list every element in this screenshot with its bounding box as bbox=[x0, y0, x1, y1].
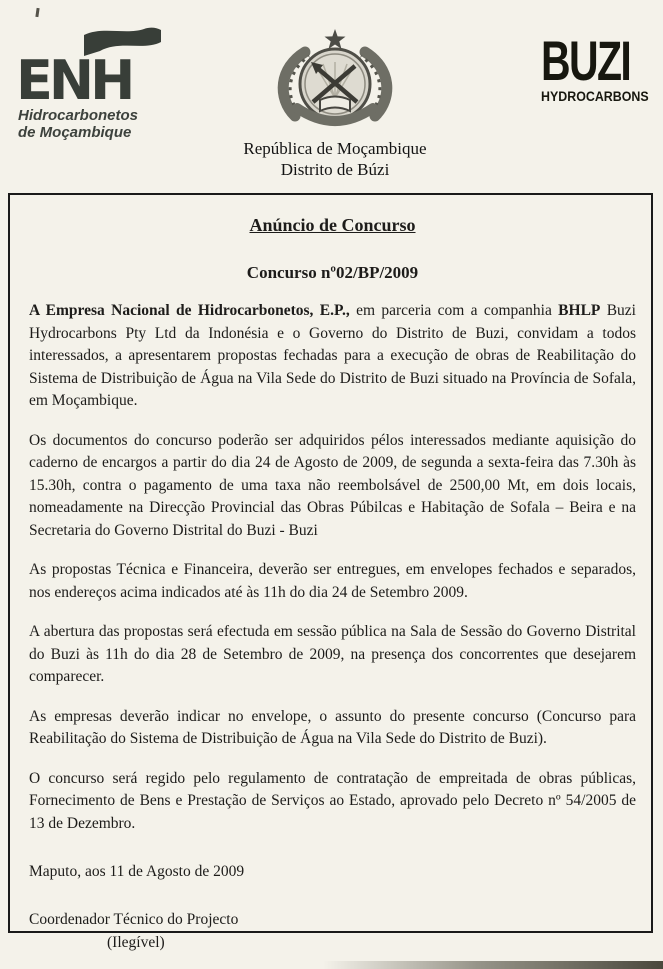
scan-shadow-band bbox=[323, 961, 663, 969]
paragraph-documents: Os documentos do concurso poderão ser adquiridos pélos interessados mediante aquisição do caderno de encargos a partir do dia 24 de Agosto de 2009, de segunda a sexta-feira das 7.30h às 15.30h, contra o pagamento de uma taxa não reembolsável de 2500,00 Mt, em dois locais, nomeadamente na Direcção Provincial das Obras Púbilcas e Habitação de Sofala – Beira e na Secretaria do Governo Distrital do Buzi - Buzi bbox=[29, 431, 636, 539]
buzi-logo bbox=[541, 29, 661, 104]
notice-box bbox=[8, 193, 653, 951]
enh-tagline-line1: Hidrocarbonetos bbox=[18, 107, 139, 124]
enh-wordmark-text: ENH bbox=[16, 49, 132, 102]
emblem-caption bbox=[235, 138, 435, 180]
signature-block bbox=[29, 908, 636, 954]
paragraph-opening: A abertura das propostas será efectuda em sessão pública na Sala de Sessão do Governo Distrital do Buzi às 11h do dia 28 de Setembro de 2009, na presença dos concorrentes que desejarem comparecer. bbox=[29, 623, 636, 685]
scan-artifact bbox=[35, 8, 39, 17]
paragraph-intro bbox=[29, 300, 636, 413]
emblem-caption-line2: Distrito de Búzi bbox=[280, 160, 390, 179]
paragraph-intro-rest: Buzi Hydrocarbons Pty Ltd da Indonésia e o Governo do Distrito de Buzi, convidam a todos interessados, a apresentarem propostas fechadas para a execução de obras de Reabilitação do Sistema de Distribuição de Água na Vila Sede do Distrito de Buzi situado na Província de Sofala, em Moçambique. bbox=[29, 302, 636, 409]
enh-tagline-line2: de Moçambique bbox=[18, 124, 132, 141]
enh-wordmark-icon bbox=[16, 26, 166, 102]
mozambique-emblem-icon bbox=[265, 28, 405, 132]
paragraph-proposals: As propostas Técnica e Financeira, deverão ser entregues, em envelopes fechados e separados, nos endereços acima indicados até às 11h do dia 24 de Setembro 2009. bbox=[29, 561, 636, 601]
paragraph-intro-lead: A Empresa Nacional de Hidrocarbonetos, E.P., bbox=[29, 302, 350, 319]
paragraph-intro-company: BHLP bbox=[558, 302, 601, 319]
buzi-wordmark-text: BUZI bbox=[541, 29, 631, 93]
enh-logo bbox=[16, 26, 176, 141]
notice-title: Anúncio de Concurso bbox=[249, 215, 416, 235]
mozambique-emblem-block bbox=[235, 28, 435, 180]
paragraph-regulation: O concurso será regido pelo regulamento de contratação de empreitada de obras públicas, Fornecimento de Bens e Prestação de Serviços ao Estado, aprovado pelo Decreto nº 54/2005 de 13 de Dezembro. bbox=[29, 769, 636, 832]
paragraph-envelope: As empresas deverão indicar no envelope, o assunto do presente concurso (Concurso para Reabilitação do Sistema de Distribuição de Água na Vila Sede do Distrito de Buzi). bbox=[29, 707, 636, 747]
notice-reference: Concurso nº02/BP/2009 bbox=[246, 263, 419, 282]
date-line: Maputo, aos 11 de Agosto de 2009 bbox=[29, 863, 245, 880]
signature-role: Coordenador Técnico do Projecto bbox=[29, 911, 239, 928]
signature-note: (Ilegível) bbox=[107, 934, 165, 951]
buzi-tagline: HYDROCARBONS bbox=[541, 89, 649, 104]
paragraph-intro-mid: em parceria com a companhia bbox=[349, 302, 559, 319]
emblem-caption-line1: República de Moçambique bbox=[243, 139, 427, 158]
